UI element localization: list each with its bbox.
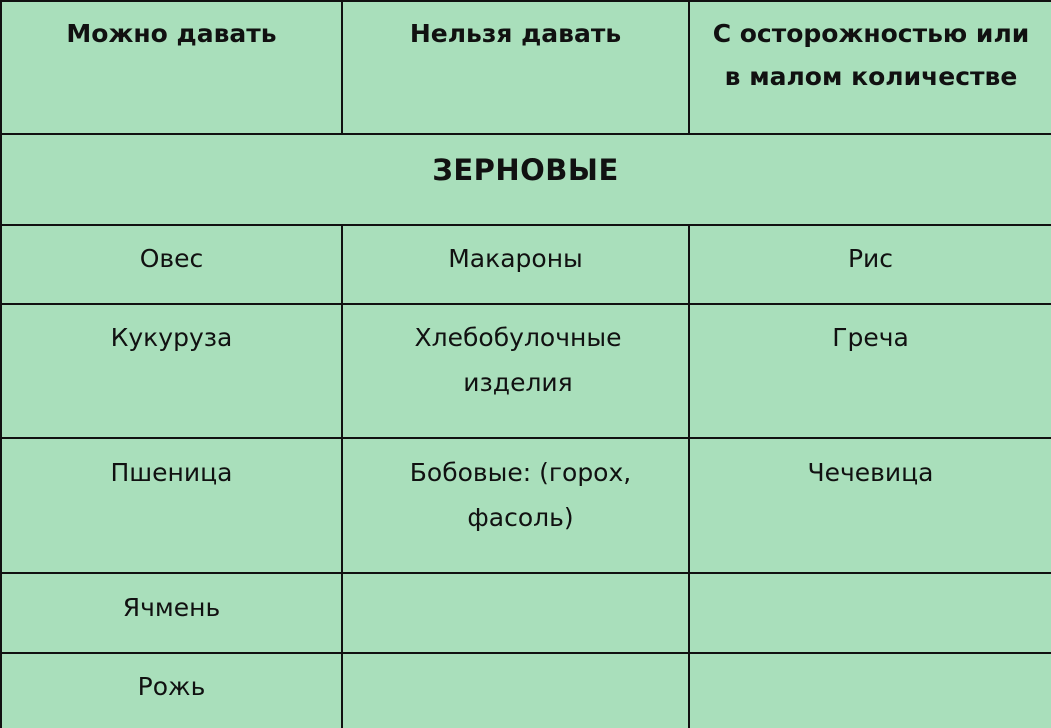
- cell-row4-col1: Ячмень: [122, 593, 221, 622]
- cell-row2-col1: Кукуруза: [110, 323, 233, 352]
- grid-line-h2: [0, 224, 1051, 226]
- grid-line-top: [0, 0, 1051, 2]
- grid-line-v1-body: [341, 224, 343, 728]
- cell-row3-col2: Бобовые: (горох, фасоль): [409, 458, 632, 532]
- cell-row5-col1: Рожь: [137, 672, 206, 701]
- grid-line-h1: [0, 133, 1051, 135]
- cell-row1-col3: Рис: [847, 244, 894, 273]
- header-cannot-give: Нельзя давать: [409, 19, 622, 48]
- cell-row3-col3: Чечевица: [807, 458, 934, 487]
- grid-line-h5: [0, 572, 1051, 574]
- cell-row2-col3: Греча: [832, 323, 909, 352]
- cell-row1-col1: Овес: [139, 244, 204, 273]
- grid-line-h4: [0, 437, 1051, 439]
- grid-line-h6: [0, 652, 1051, 654]
- cell-row3-col1: Пшеница: [110, 458, 233, 487]
- header-with-caution: С осторожностью или в малом количестве: [712, 19, 1030, 91]
- grid-line-h3: [0, 303, 1051, 305]
- header-can-give: Можно давать: [66, 19, 277, 48]
- cell-row2-col2: Хлебобулочные изделия: [414, 323, 622, 397]
- grid-line-v2-top: [688, 0, 690, 134]
- section-title: ЗЕРНОВЫЕ: [432, 153, 619, 187]
- cell-row1-col2: Макароны: [448, 244, 583, 273]
